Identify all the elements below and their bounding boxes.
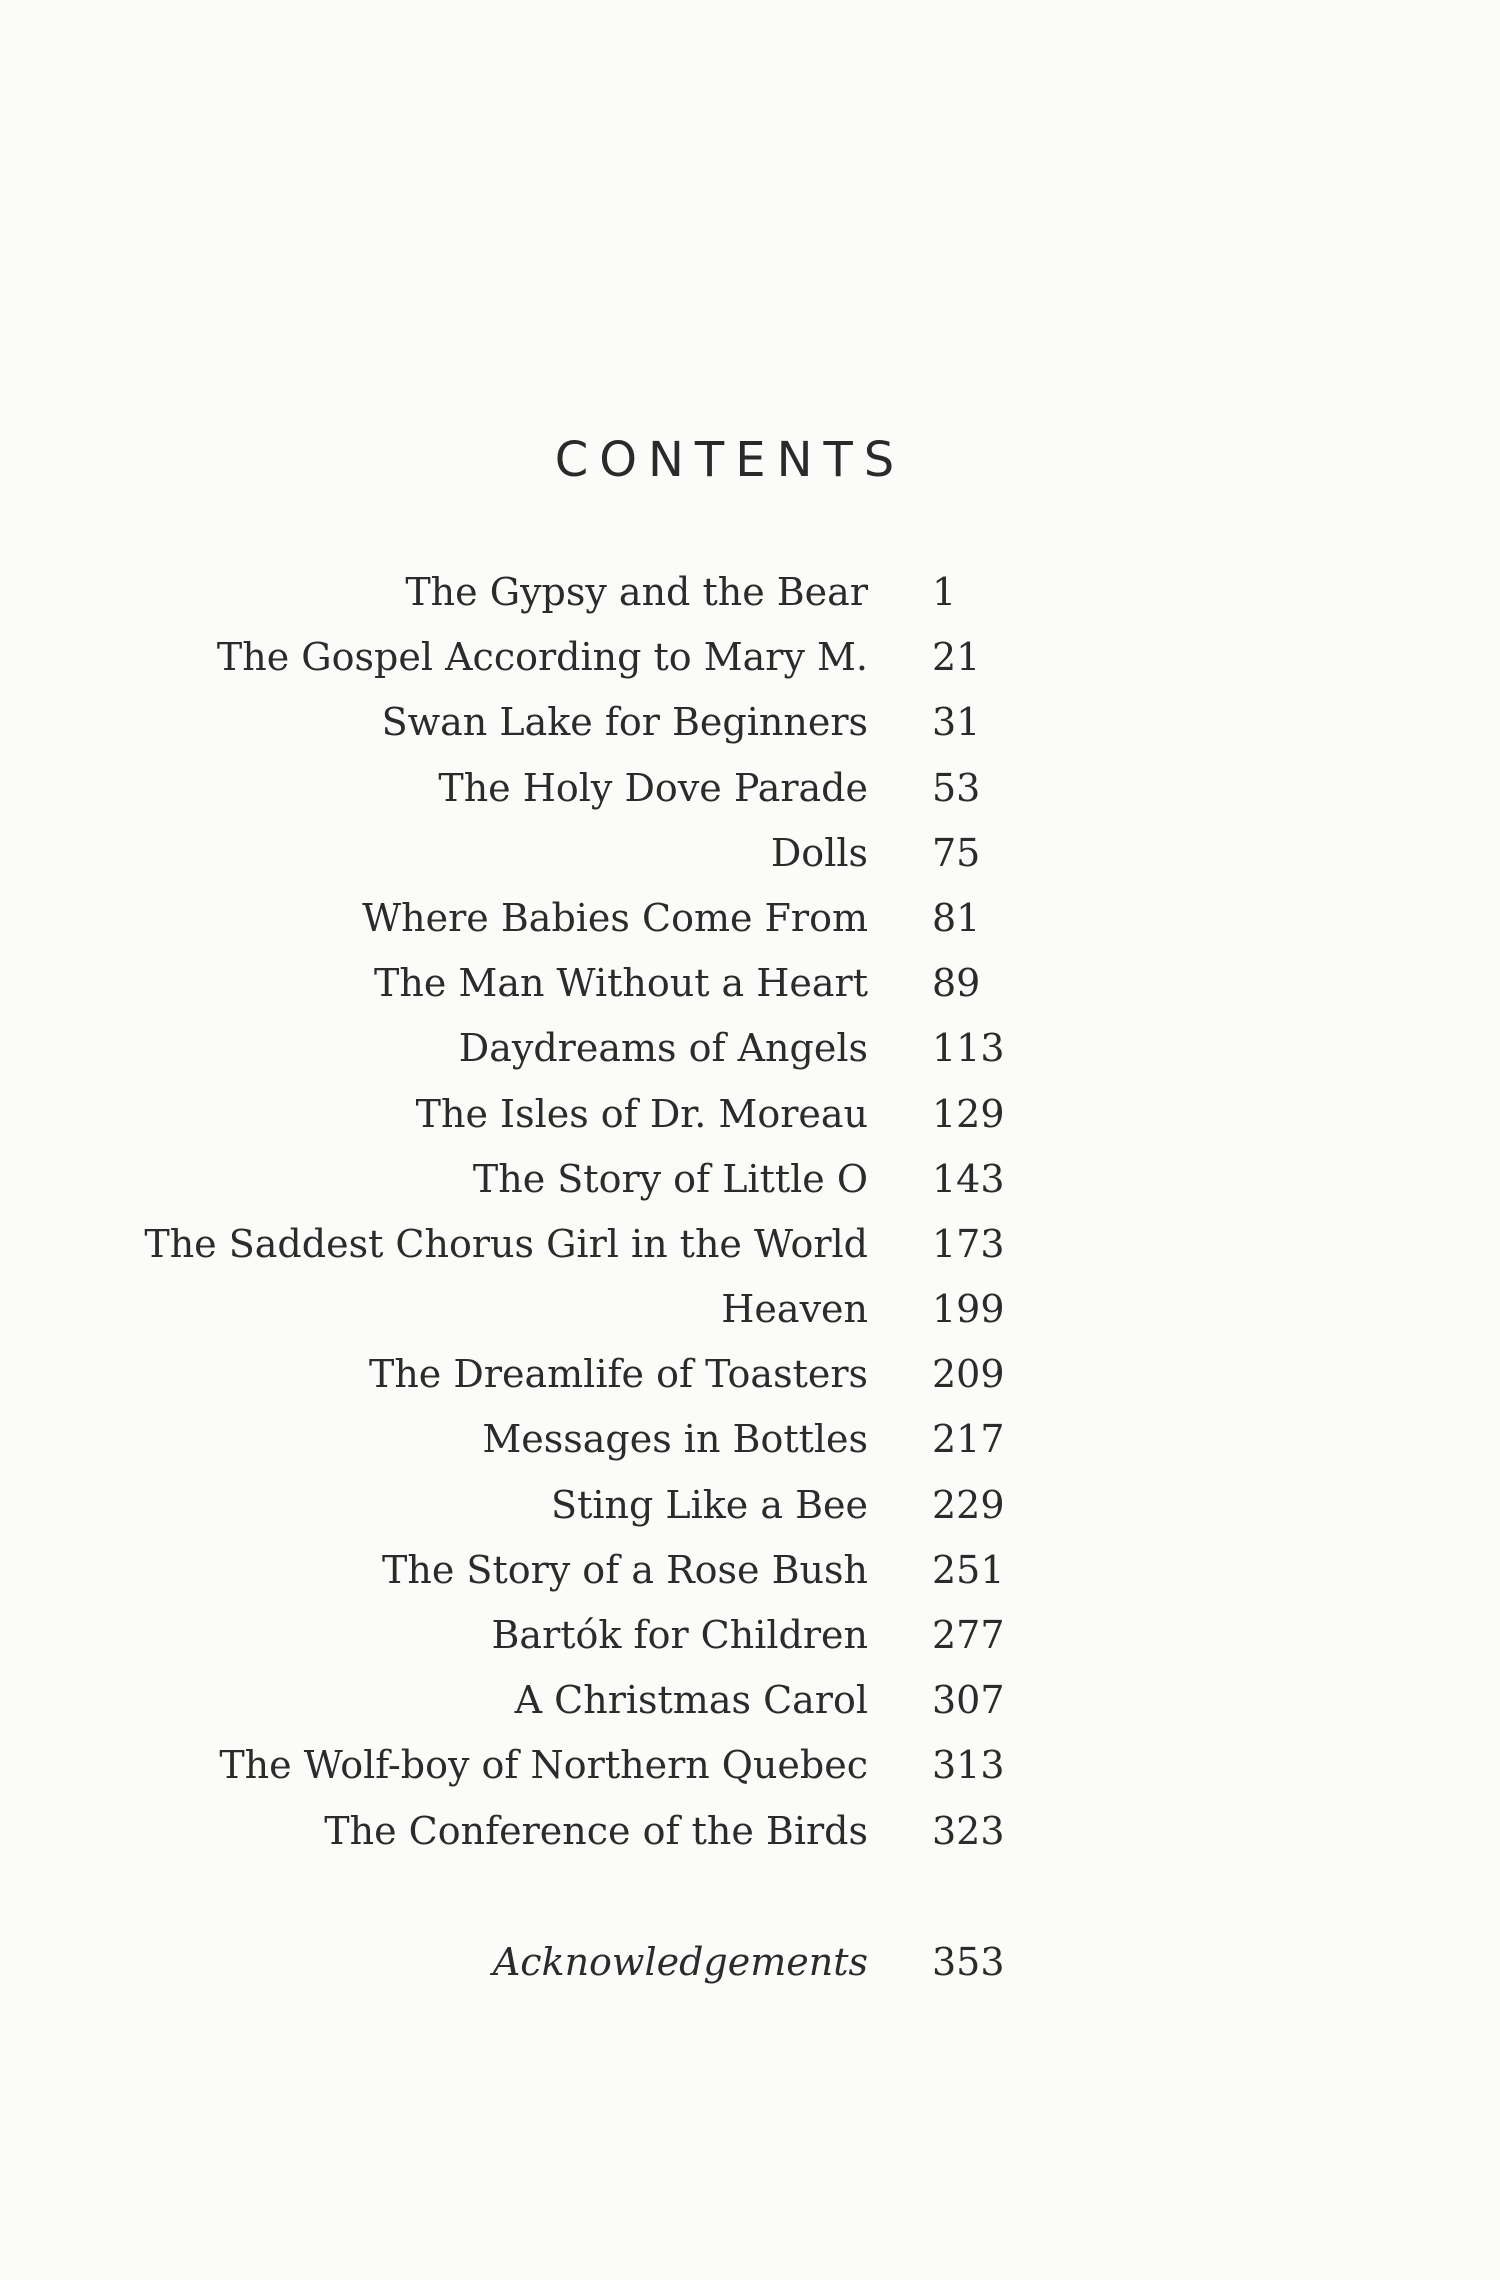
toc-entry bbox=[0, 886, 1500, 951]
toc-entry-title: The Isles of Dr. Moreau bbox=[415, 1091, 868, 1136]
toc-entry bbox=[0, 1342, 1500, 1407]
toc-entry-title: Where Babies Come From bbox=[362, 895, 868, 940]
toc-entry bbox=[0, 1603, 1500, 1668]
toc-entry-page: 21 bbox=[932, 635, 981, 680]
toc-entry-title: Bartók for Children bbox=[491, 1613, 868, 1657]
toc-entry bbox=[0, 821, 1500, 886]
toc-entry-title: The Gypsy and the Bear bbox=[405, 570, 868, 614]
toc-entry-page: 113 bbox=[932, 1026, 1005, 1071]
toc-entry bbox=[0, 1799, 1500, 1864]
toc-entry-page: 229 bbox=[932, 1482, 1005, 1527]
toc-entry bbox=[0, 1147, 1500, 1212]
toc-entry bbox=[0, 1668, 1500, 1733]
toc-entry-title: The Conference of the Birds bbox=[324, 1808, 868, 1853]
table-of-contents bbox=[0, 560, 1500, 1995]
toc-entry-page: 89 bbox=[932, 961, 981, 1006]
toc-entry-page: 1 bbox=[932, 570, 957, 614]
toc-entry bbox=[0, 1733, 1500, 1798]
toc-entry-page: 53 bbox=[932, 765, 981, 810]
toc-entry-page: 323 bbox=[932, 1808, 1005, 1853]
toc-entry-page: 129 bbox=[932, 1091, 1005, 1136]
toc-entry-page: 251 bbox=[932, 1547, 1005, 1592]
toc-entry-title: The Gospel According to Mary M. bbox=[216, 635, 868, 680]
toc-entry bbox=[0, 756, 1500, 821]
toc-entry-title: Heaven bbox=[721, 1287, 868, 1332]
toc-entry bbox=[0, 1016, 1500, 1081]
toc-entry-title: Acknowledgements bbox=[492, 1939, 868, 1984]
toc-entry-title: The Wolf-boy of Northern Quebec bbox=[219, 1743, 868, 1788]
section-gap bbox=[0, 1864, 1500, 1930]
toc-entry-title: The Man Without a Heart bbox=[374, 961, 868, 1006]
toc-entry-title: A Christmas Carol bbox=[514, 1678, 868, 1723]
toc-entry-acknowledgements bbox=[0, 1930, 1500, 1995]
toc-entry-title: The Dreamlife of Toasters bbox=[368, 1352, 868, 1397]
toc-entry-title: Messages in Bottles bbox=[482, 1417, 868, 1462]
toc-entry-page: 313 bbox=[932, 1743, 1005, 1788]
toc-entry-page: 143 bbox=[932, 1156, 1005, 1201]
toc-entry-page: 217 bbox=[932, 1417, 1005, 1462]
toc-entry-title: Dolls bbox=[770, 830, 868, 875]
toc-entry bbox=[0, 1277, 1500, 1342]
toc-entry-page: 81 bbox=[932, 895, 981, 940]
toc-entry-title: Daydreams of Angels bbox=[458, 1026, 868, 1071]
toc-entry-page: 209 bbox=[932, 1352, 1005, 1397]
toc-entry-page: 307 bbox=[932, 1678, 1005, 1723]
toc-entry bbox=[0, 1212, 1500, 1277]
toc-entry-title: The Story of Little O bbox=[472, 1156, 868, 1201]
toc-entry bbox=[0, 560, 1500, 625]
toc-entry bbox=[0, 1538, 1500, 1603]
toc-entry-title: The Saddest Chorus Girl in the World bbox=[144, 1221, 868, 1266]
toc-entry-page: 199 bbox=[932, 1287, 1005, 1332]
toc-entry-page: 31 bbox=[932, 700, 981, 745]
contents-heading: CONTENTS bbox=[554, 432, 906, 488]
toc-entry bbox=[0, 625, 1500, 690]
toc-entry bbox=[0, 1407, 1500, 1472]
toc-entry-title: The Holy Dove Parade bbox=[438, 765, 868, 810]
toc-entry-title: Sting Like a Bee bbox=[551, 1482, 868, 1527]
toc-entry-page: 173 bbox=[932, 1221, 1005, 1266]
toc-entry bbox=[0, 1082, 1500, 1147]
toc-entry bbox=[0, 951, 1500, 1016]
toc-entry-title: The Story of a Rose Bush bbox=[382, 1547, 868, 1592]
toc-entry bbox=[0, 1473, 1500, 1538]
toc-entry-page: 75 bbox=[932, 830, 981, 875]
toc-entry bbox=[0, 690, 1500, 755]
toc-entry-page: 353 bbox=[932, 1939, 1005, 1984]
toc-entry-title: Swan Lake for Beginners bbox=[381, 700, 868, 745]
toc-entry-page: 277 bbox=[932, 1613, 1005, 1657]
